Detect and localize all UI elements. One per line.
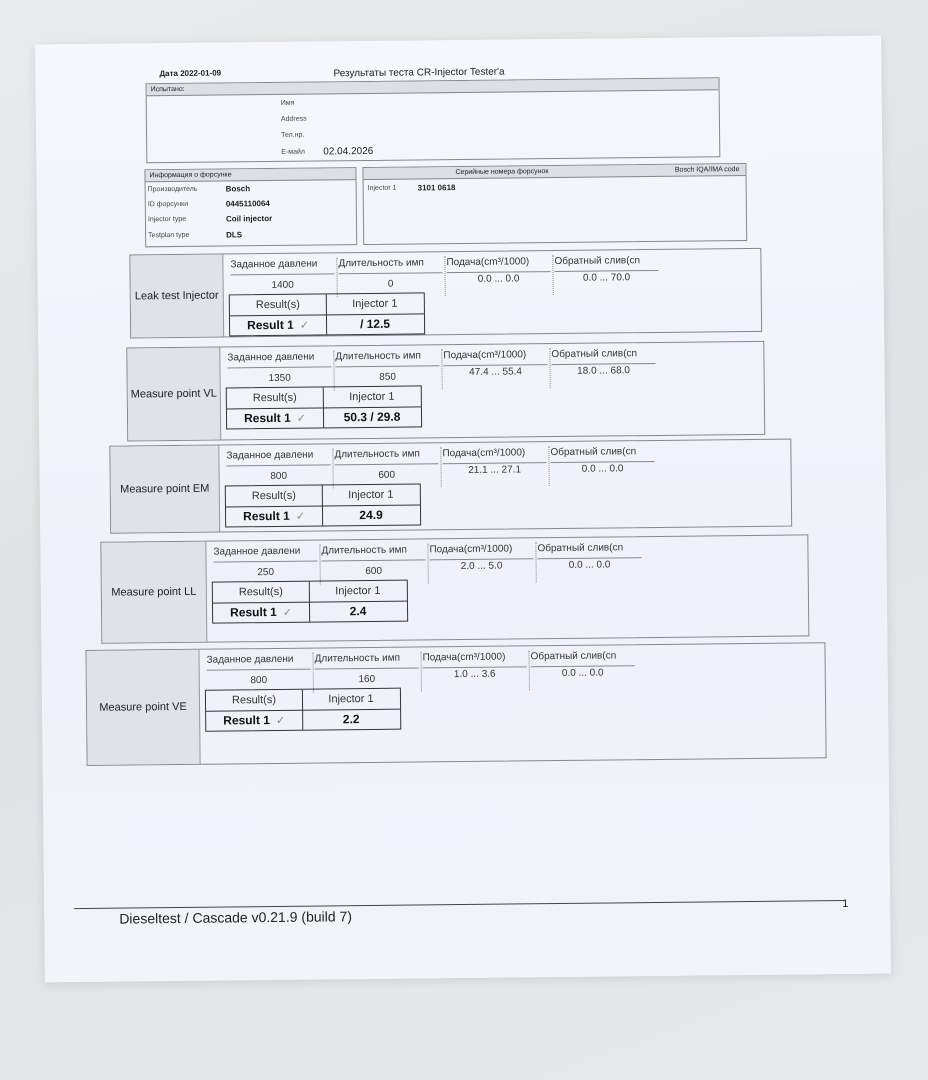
check-icon: ✓ <box>296 412 307 425</box>
result-table <box>225 483 421 527</box>
footer-software: Dieseltest / Cascade v0.21.9 (build 7) <box>119 908 353 927</box>
duration-value: 600 <box>365 565 383 578</box>
result-label: Result 1 <box>243 508 290 524</box>
result-header: Result(s) <box>252 391 297 405</box>
page-number: 1 <box>842 897 849 911</box>
backflow-value: 0.0 ... 0.0 <box>561 667 604 679</box>
duration-value: 160 <box>358 673 376 686</box>
tested-box <box>146 77 721 163</box>
column-header: Подача(cm³/1000) <box>443 349 527 362</box>
pressure-value: 800 <box>270 470 288 483</box>
column-header: Длительность имп <box>314 652 401 665</box>
delivery-value: 1.0 ... 3.6 <box>453 668 496 681</box>
backflow-value: 0.0 ... 0.0 <box>581 463 624 475</box>
result-label: Result 1 <box>244 410 291 426</box>
column-underline <box>227 464 331 466</box>
manufacturer-label: Производитель <box>147 185 198 194</box>
result-label: Result 1 <box>223 713 271 728</box>
serial-injector-value: 3101 0618 <box>417 183 456 193</box>
result-header: Result(s) <box>255 298 300 312</box>
tested-box-title: Испытано: <box>147 78 719 96</box>
testplan-type-label: Testplan type <box>148 231 190 240</box>
column-header: Длительность имп <box>321 544 407 557</box>
injector-id-label: ID форсунки <box>147 200 189 209</box>
footer-divider <box>74 900 844 909</box>
injector-header: Injector 1 <box>335 584 381 598</box>
serials-box <box>362 163 747 245</box>
column-header: Подача(cm³/1000) <box>429 543 513 556</box>
injector-type-value: Coil injector <box>225 213 273 224</box>
column-underline <box>315 667 419 669</box>
result-table <box>226 385 422 429</box>
injector-header: Injector 1 <box>348 488 394 502</box>
column-underline <box>339 272 443 274</box>
check-icon: ✓ <box>275 714 286 727</box>
column-header: Заданное давлени <box>206 653 294 666</box>
column-header: Длительность имп <box>334 448 420 461</box>
check-icon: ✓ <box>282 606 293 619</box>
result-label-cell <box>213 602 309 623</box>
result-label-cell <box>226 505 322 526</box>
serial-injector-label: Injector 1 <box>367 184 397 192</box>
injector-id-value: 0445110064 <box>225 199 270 209</box>
section-label: Measure point EM <box>110 446 220 533</box>
backflow-value: 0.0 ... 0.0 <box>568 559 611 571</box>
report-sheet <box>35 36 891 983</box>
result-value: 24.9 <box>359 507 383 523</box>
tested-address-label: Address <box>280 115 307 123</box>
pressure-value: 250 <box>257 566 275 579</box>
column-header: Обратный слив(cn <box>537 542 624 555</box>
result-label-cell <box>227 407 323 428</box>
injector-info-box <box>144 167 357 247</box>
column-header: Длительность имп <box>335 350 421 363</box>
test-section <box>85 642 826 766</box>
test-section <box>126 341 765 442</box>
column-header: Длительность имп <box>338 257 424 270</box>
injector-header: Injector 1 <box>352 297 398 311</box>
column-header: Заданное давлени <box>213 545 301 558</box>
pressure-value: 1350 <box>268 372 291 385</box>
check-icon: ✓ <box>299 319 310 332</box>
column-header: Заданное давлени <box>230 258 318 271</box>
section-label: Measure point VL <box>127 348 221 441</box>
section-label: Measure point LL <box>101 542 207 643</box>
result-value: / 12.5 <box>359 316 391 332</box>
pressure-value: 1400 <box>271 279 294 291</box>
delivery-value: 47.4 ... 55.4 <box>469 366 523 378</box>
test-section <box>100 534 809 643</box>
tested-email-label: E-майл <box>281 148 305 156</box>
column-header: Обратный слив(cn <box>530 650 617 663</box>
result-label: Result 1 <box>230 604 277 620</box>
report-title: Результаты теста CR-Injector Tester'a <box>333 66 505 80</box>
column-underline <box>231 273 335 275</box>
result-table <box>212 580 408 624</box>
report-date: Дата 2022-01-09 <box>159 68 222 79</box>
delivery-value: 2.0 ... 5.0 <box>460 560 503 573</box>
result-header: Result(s) <box>251 489 296 503</box>
column-underline <box>214 561 318 563</box>
injector-type-label: Injector type <box>147 215 187 224</box>
backflow-value: 0.0 ... 70.0 <box>582 272 631 284</box>
tested-name-label: Имя <box>280 99 295 107</box>
column-header: Обратный слив(cn <box>550 446 637 459</box>
result-header: Result(s) <box>238 585 283 599</box>
column-header: Подача(cm³/1000) <box>442 447 526 460</box>
test-section <box>109 439 792 534</box>
result-value: 50.3 / 29.8 <box>343 409 401 425</box>
column-header: Заданное давлени <box>227 351 315 364</box>
result-table <box>229 292 425 336</box>
serials-title-bar <box>363 164 745 180</box>
column-header: Заданное давлени <box>226 449 314 462</box>
result-label-cell <box>230 314 326 335</box>
result-header: Result(s) <box>231 693 277 707</box>
tested-email-value: 02.04.2026 <box>323 145 374 158</box>
tested-phone-label: Тел.нр. <box>281 131 305 139</box>
column-underline <box>322 559 426 561</box>
check-icon: ✓ <box>295 510 306 523</box>
injector-header: Injector 1 <box>328 692 374 706</box>
bosch-code-title: Bosch IQA/IMA code <box>674 166 740 174</box>
duration-value: 850 <box>379 371 397 383</box>
testplan-type-value: DLS <box>226 230 243 240</box>
column-underline <box>207 669 311 671</box>
column-header: Обратный слив(cn <box>554 255 641 268</box>
result-value: 2.2 <box>342 712 360 727</box>
test-section <box>129 248 762 339</box>
column-header: Подача(cm³/1000) <box>422 651 506 664</box>
duration-value: 0 <box>387 278 394 290</box>
pressure-value: 800 <box>250 675 268 687</box>
delivery-value: 21.1 ... 27.1 <box>468 464 522 476</box>
duration-value: 600 <box>378 469 396 481</box>
delivery-value: 0.0 ... 0.0 <box>477 273 520 285</box>
result-label: Result 1 <box>247 317 294 333</box>
backflow-value: 18.0 ... 68.0 <box>577 365 631 377</box>
column-header: Подача(cm³/1000) <box>446 256 530 269</box>
result-label-cell <box>206 710 302 731</box>
injector-header: Injector 1 <box>349 390 395 404</box>
serials-title: Серийные номера форсунок <box>455 168 549 177</box>
injector-info-title: Информация о форсунке <box>145 168 355 182</box>
manufacturer-value: Bosch <box>225 184 251 194</box>
section-label: Measure point VE <box>86 650 200 765</box>
column-header: Обратный слив(cn <box>551 348 638 361</box>
result-table <box>205 688 401 732</box>
result-value: 2.4 <box>349 604 367 619</box>
column-underline <box>335 463 439 465</box>
section-label: Leak test Injector <box>130 254 224 337</box>
column-underline <box>335 365 439 367</box>
column-underline <box>228 366 332 368</box>
